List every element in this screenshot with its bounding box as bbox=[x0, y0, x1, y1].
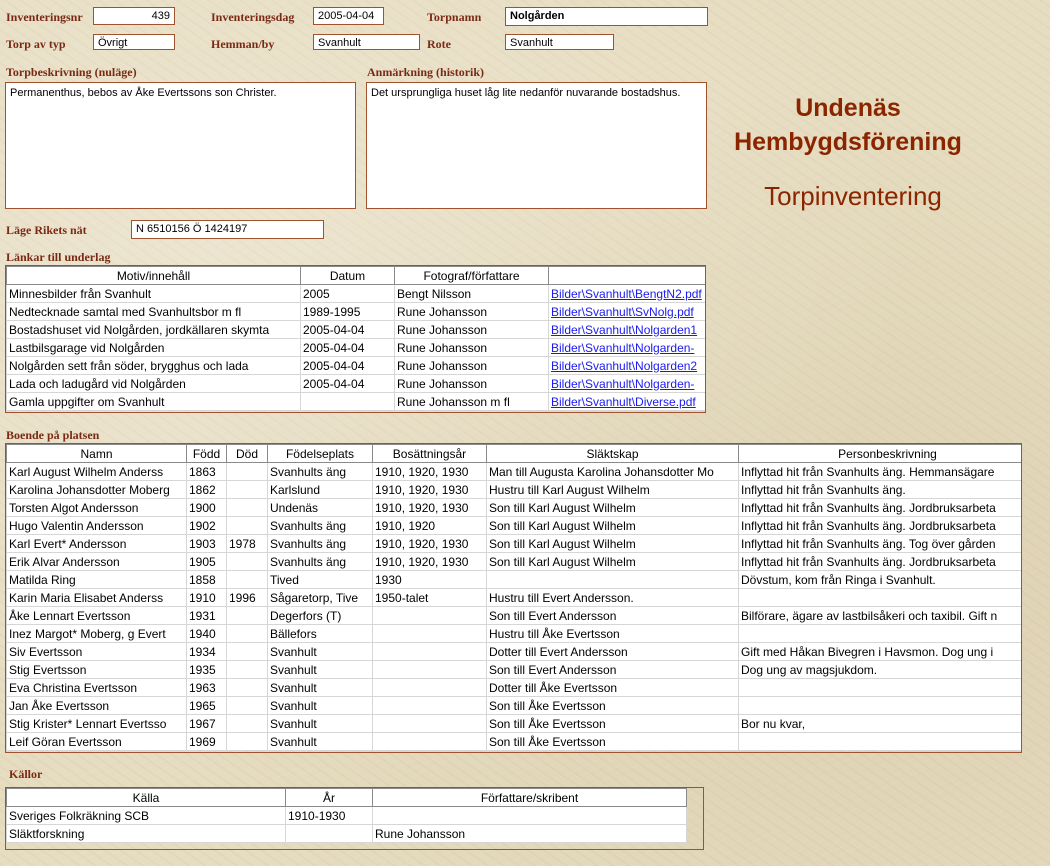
boende-cell[interactable]: Erik Alvar Andersson bbox=[7, 553, 187, 571]
lankar-cell[interactable]: Lastbilsgarage vid Nolgården bbox=[7, 339, 301, 357]
boende-row[interactable] bbox=[7, 571, 1023, 589]
boende-cell[interactable]: Son till Evert Andersson bbox=[487, 661, 739, 679]
boende-cell[interactable]: Stig Evertsson bbox=[7, 661, 187, 679]
lankar-cell[interactable]: Bostadshuset vid Nolgården, jordkällaren skymta bbox=[7, 321, 301, 339]
boende-cell[interactable]: 1963 bbox=[187, 679, 227, 697]
boende-cell[interactable]: Svanhults äng bbox=[268, 517, 373, 535]
boende-row[interactable] bbox=[7, 643, 1023, 661]
boende-row[interactable] bbox=[7, 679, 1023, 697]
boende-header-cell[interactable]: Död bbox=[227, 445, 268, 463]
boende-cell[interactable] bbox=[739, 625, 1023, 643]
boende-cell[interactable] bbox=[227, 517, 268, 535]
boende-cell[interactable]: Man till Augusta Karolina Johansdotter Mo bbox=[487, 463, 739, 481]
lankar-row[interactable] bbox=[7, 339, 707, 357]
boende-cell[interactable]: Svanhult bbox=[268, 661, 373, 679]
lankar-cell[interactable]: Rune Johansson m fl bbox=[395, 393, 549, 411]
boende-cell[interactable]: Svanhult bbox=[268, 733, 373, 751]
lankar-row[interactable] bbox=[7, 303, 707, 321]
torpbeskrivning-textarea[interactable]: Permanenthus, bebos av Åke Evertssons son Christer. bbox=[5, 82, 356, 209]
boende-cell[interactable]: Dog ung av magsjukdom. bbox=[739, 661, 1023, 679]
boende-cell[interactable]: Torsten Algot Andersson bbox=[7, 499, 187, 517]
boende-cell[interactable]: 1858 bbox=[187, 571, 227, 589]
boende-header-cell[interactable]: Släktskap bbox=[487, 445, 739, 463]
boende-cell[interactable] bbox=[227, 715, 268, 733]
boende-cell[interactable] bbox=[227, 571, 268, 589]
lankar-cell[interactable]: Rune Johansson bbox=[395, 357, 549, 375]
boende-cell[interactable]: 1905 bbox=[187, 553, 227, 571]
kallor-cell[interactable]: Rune Johansson bbox=[373, 825, 687, 843]
lankar-cell[interactable]: 2005-04-04 bbox=[301, 357, 395, 375]
lankar-cell[interactable] bbox=[549, 285, 707, 303]
boende-cell[interactable]: Dövstum, kom från Ringa i Svanhult. bbox=[739, 571, 1023, 589]
boende-cell[interactable]: 1940 bbox=[187, 625, 227, 643]
boende-cell[interactable]: Karl Evert* Andersson bbox=[7, 535, 187, 553]
boende-cell[interactable] bbox=[373, 733, 487, 751]
boende-row[interactable] bbox=[7, 517, 1023, 535]
kallor-label: Källor bbox=[9, 767, 43, 781]
document-link[interactable]: Bilder\Svanhult\SvNolg.pdf bbox=[551, 304, 694, 319]
lankar-cell[interactable]: 1989-1995 bbox=[301, 303, 395, 321]
boende-cell[interactable] bbox=[227, 553, 268, 571]
boende-cell[interactable]: Svanhult bbox=[268, 643, 373, 661]
boende-header-cell[interactable]: Födelseplats bbox=[268, 445, 373, 463]
boende-cell[interactable]: Gift med Håkan Bivegren i Havsmon. Dog ung i bbox=[739, 643, 1023, 661]
lankar-cell[interactable]: Nedtecknade samtal med Svanhultsbor m fl bbox=[7, 303, 301, 321]
boende-cell[interactable]: Stig Krister* Lennart Evertsso bbox=[7, 715, 187, 733]
document-link[interactable]: Bilder\Svanhult\Diverse.pdf bbox=[551, 394, 696, 409]
lankar-cell[interactable]: 2005-04-04 bbox=[301, 321, 395, 339]
lankar-cell[interactable]: 2005 bbox=[301, 285, 395, 303]
boende-cell[interactable]: 1910, 1920, 1930 bbox=[373, 463, 487, 481]
lankar-header-cell[interactable]: Fotograf/författare bbox=[395, 267, 549, 285]
boende-row[interactable] bbox=[7, 607, 1023, 625]
boende-cell[interactable] bbox=[227, 643, 268, 661]
boende-row[interactable] bbox=[7, 499, 1023, 517]
boende-header-cell[interactable]: Bosättningsår bbox=[373, 445, 487, 463]
torpnamn-field[interactable]: Nolgården bbox=[505, 7, 708, 26]
boende-cell[interactable] bbox=[227, 607, 268, 625]
kallor-cell[interactable]: Släktforskning bbox=[7, 825, 286, 843]
boende-row[interactable] bbox=[7, 589, 1023, 607]
boende-cell[interactable]: Svanhult bbox=[268, 679, 373, 697]
boende-cell[interactable]: Son till Åke Evertsson bbox=[487, 733, 739, 751]
boende-row[interactable] bbox=[7, 463, 1023, 481]
lankar-label: Länkar till underlag bbox=[6, 250, 111, 264]
boende-cell[interactable]: 1978 bbox=[227, 535, 268, 553]
org-title-line1: Undenäs bbox=[795, 94, 901, 122]
boende-cell[interactable] bbox=[739, 679, 1023, 697]
lankar-row[interactable] bbox=[7, 285, 707, 303]
lankar-row[interactable] bbox=[7, 393, 707, 411]
boende-cell[interactable] bbox=[373, 625, 487, 643]
lankar-cell[interactable]: Bengt Nilsson bbox=[395, 285, 549, 303]
boende-cell[interactable] bbox=[739, 697, 1023, 715]
boende-cell[interactable]: Inflyttad hit från Svanhults äng. Tog över gården bbox=[739, 535, 1023, 553]
lankar-row[interactable] bbox=[7, 321, 707, 339]
kallor-row[interactable] bbox=[7, 807, 687, 825]
boende-cell[interactable]: 1910, 1920, 1930 bbox=[373, 481, 487, 499]
boende-cell[interactable]: 1910 bbox=[187, 589, 227, 607]
boende-cell[interactable]: 1862 bbox=[187, 481, 227, 499]
boende-cell[interactable]: Svanhults äng bbox=[268, 553, 373, 571]
boende-cell[interactable]: Hustru till Karl August Wilhelm bbox=[487, 481, 739, 499]
boende-row[interactable] bbox=[7, 625, 1023, 643]
boende-cell[interactable] bbox=[227, 499, 268, 517]
boende-cell[interactable]: Dotter till Åke Evertsson bbox=[487, 679, 739, 697]
boende-cell[interactable]: 1950-talet bbox=[373, 589, 487, 607]
boende-cell[interactable]: Son till Åke Evertsson bbox=[487, 715, 739, 733]
lankar-cell[interactable]: Minnesbilder från Svanhult bbox=[7, 285, 301, 303]
kallor-cell[interactable] bbox=[373, 807, 687, 825]
page-subtitle: Torpinventering bbox=[764, 181, 942, 211]
boende-cell[interactable]: Hugo Valentin Andersson bbox=[7, 517, 187, 535]
rote-field[interactable]: Svanhult bbox=[505, 34, 614, 50]
torp-av-typ-label: Torp av typ bbox=[6, 37, 66, 51]
boende-row[interactable] bbox=[7, 481, 1023, 499]
boende-cell[interactable] bbox=[373, 697, 487, 715]
boende-cell[interactable]: Son till Evert Andersson bbox=[487, 607, 739, 625]
lankar-cell[interactable] bbox=[549, 303, 707, 321]
document-link[interactable]: Bilder\Svanhult\Nolgarden- bbox=[551, 376, 695, 391]
boende-cell[interactable]: 1930 bbox=[373, 571, 487, 589]
kallor-cell[interactable]: 1910-1930 bbox=[286, 807, 373, 825]
boende-cell[interactable]: Degerfors (T) bbox=[268, 607, 373, 625]
torpbeskrivning-label: Torpbeskrivning (nuläge) bbox=[6, 65, 137, 79]
document-link[interactable]: Bilder\Svanhult\BengtN2.pdf bbox=[551, 286, 702, 301]
lage-field[interactable]: N 6510156 Ö 1424197 bbox=[131, 220, 324, 239]
boende-cell[interactable]: Dotter till Evert Andersson bbox=[487, 643, 739, 661]
boende-cell[interactable]: Svanhults äng bbox=[268, 535, 373, 553]
document-link[interactable]: Bilder\Svanhult\Nolgarden2 bbox=[551, 358, 698, 373]
boende-cell[interactable]: 1965 bbox=[187, 697, 227, 715]
boende-cell[interactable]: 1931 bbox=[187, 607, 227, 625]
inventeringsnr-field[interactable]: 439 bbox=[93, 7, 175, 25]
boende-header-cell[interactable]: Namn bbox=[7, 445, 187, 463]
lankar-cell[interactable]: Lada och ladugård vid Nolgården bbox=[7, 375, 301, 393]
boende-cell[interactable] bbox=[227, 661, 268, 679]
boende-cell[interactable] bbox=[227, 481, 268, 499]
torp-av-typ-field[interactable]: Övrigt bbox=[93, 34, 175, 50]
boende-cell[interactable]: Bällefors bbox=[268, 625, 373, 643]
lankar-cell[interactable] bbox=[549, 339, 707, 357]
boende-cell[interactable]: Son till Karl August Wilhelm bbox=[487, 499, 739, 517]
boende-cell[interactable]: 1934 bbox=[187, 643, 227, 661]
kallor-cell[interactable]: Sveriges Folkräkning SCB bbox=[7, 807, 286, 825]
boende-cell[interactable]: Karin Maria Elisabet Anderss bbox=[7, 589, 187, 607]
boende-cell[interactable]: Bor nu kvar, bbox=[739, 715, 1023, 733]
lankar-cell[interactable] bbox=[549, 375, 707, 393]
boende-cell[interactable] bbox=[487, 571, 739, 589]
boende-cell[interactable]: Karolina Johansdotter Moberg bbox=[7, 481, 187, 499]
lankar-header-cell[interactable]: Motiv/innehåll bbox=[7, 267, 301, 285]
kallor-header-cell[interactable]: Källa bbox=[7, 789, 286, 807]
boende-cell[interactable]: 1900 bbox=[187, 499, 227, 517]
boende-cell[interactable]: Undenäs bbox=[268, 499, 373, 517]
lankar-cell[interactable] bbox=[549, 393, 707, 411]
boende-cell[interactable]: Sågaretorp, Tive bbox=[268, 589, 373, 607]
boende-grid[interactable] bbox=[5, 443, 1022, 753]
boende-cell[interactable]: Son till Karl August Wilhelm bbox=[487, 517, 739, 535]
boende-header-cell[interactable]: Född bbox=[187, 445, 227, 463]
boende-cell[interactable]: Matilda Ring bbox=[7, 571, 187, 589]
lankar-cell[interactable]: 2005-04-04 bbox=[301, 339, 395, 357]
boende-cell[interactable]: Hustru till Åke Evertsson bbox=[487, 625, 739, 643]
document-link[interactable]: Bilder\Svanhult\Nolgarden1 bbox=[551, 322, 698, 337]
boende-cell[interactable]: Siv Evertsson bbox=[7, 643, 187, 661]
boende-row[interactable] bbox=[7, 661, 1023, 679]
boende-cell[interactable]: 1863 bbox=[187, 463, 227, 481]
boende-cell[interactable]: 1969 bbox=[187, 733, 227, 751]
lage-label: Läge Rikets nät bbox=[6, 223, 87, 237]
boende-row[interactable] bbox=[7, 535, 1023, 553]
boende-row[interactable] bbox=[7, 733, 1023, 751]
boende-row[interactable] bbox=[7, 715, 1023, 733]
lankar-cell[interactable]: 2005-04-04 bbox=[301, 375, 395, 393]
lankar-header-cell[interactable]: Datum bbox=[301, 267, 395, 285]
boende-cell[interactable] bbox=[227, 463, 268, 481]
boende-cell[interactable]: Son till Åke Evertsson bbox=[487, 697, 739, 715]
boende-cell[interactable]: Leif Göran Evertsson bbox=[7, 733, 187, 751]
boende-cell[interactable]: Hustru till Evert Andersson. bbox=[487, 589, 739, 607]
boende-header-cell[interactable]: Personbeskrivning bbox=[739, 445, 1023, 463]
boende-label: Boende på platsen bbox=[6, 428, 100, 442]
lankar-cell[interactable] bbox=[549, 321, 707, 339]
boende-cell[interactable]: Karl August Wilhelm Anderss bbox=[7, 463, 187, 481]
torpnamn-label: Torpnamn bbox=[427, 10, 482, 24]
boende-cell[interactable]: Tived bbox=[268, 571, 373, 589]
boende-row[interactable] bbox=[7, 553, 1023, 571]
boende-cell[interactable] bbox=[227, 679, 268, 697]
inventeringsdag-field[interactable]: 2005-04-04 bbox=[313, 7, 384, 25]
boende-cell[interactable]: 1935 bbox=[187, 661, 227, 679]
boende-cell[interactable]: Åke Lennart Evertsson bbox=[7, 607, 187, 625]
boende-cell[interactable]: 1967 bbox=[187, 715, 227, 733]
boende-cell[interactable]: Son till Karl August Wilhelm bbox=[487, 535, 739, 553]
boende-cell[interactable] bbox=[739, 733, 1023, 751]
kallor-cell[interactable] bbox=[286, 825, 373, 843]
boende-cell[interactable]: Inflyttad hit från Svanhults äng. Jordbruksarbeta bbox=[739, 517, 1023, 535]
lankar-cell[interactable]: Rune Johansson bbox=[395, 375, 549, 393]
boende-cell[interactable]: Inflyttad hit från Svanhults äng. Jordbruksarbeta bbox=[739, 499, 1023, 517]
boende-cell[interactable]: 1996 bbox=[227, 589, 268, 607]
boende-cell[interactable]: Inflyttad hit från Svanhults äng. Jordbruksarbeta bbox=[739, 553, 1023, 571]
kallor-header-cell[interactable]: År bbox=[286, 789, 373, 807]
boende-cell[interactable]: Inez Margot* Moberg, g Evert bbox=[7, 625, 187, 643]
boende-cell[interactable] bbox=[373, 607, 487, 625]
lankar-cell[interactable] bbox=[549, 357, 707, 375]
boende-cell[interactable]: 1910, 1920 bbox=[373, 517, 487, 535]
org-title-line2: Hembygdsförening bbox=[734, 128, 962, 156]
inventeringsdag-label: Inventeringsdag bbox=[211, 10, 295, 24]
boende-row[interactable] bbox=[7, 697, 1023, 715]
boende-cell[interactable] bbox=[227, 697, 268, 715]
boende-cell[interactable] bbox=[227, 625, 268, 643]
boende-cell[interactable]: Svanhult bbox=[268, 697, 373, 715]
boende-cell[interactable] bbox=[373, 643, 487, 661]
boende-cell[interactable]: Karlslund bbox=[268, 481, 373, 499]
lankar-cell[interactable] bbox=[301, 393, 395, 411]
lankar-cell[interactable]: Rune Johansson bbox=[395, 321, 549, 339]
kallor-grid[interactable] bbox=[5, 787, 704, 850]
boende-cell[interactable] bbox=[739, 589, 1023, 607]
boende-cell[interactable] bbox=[227, 733, 268, 751]
lankar-header-cell[interactable] bbox=[549, 267, 707, 285]
lankar-cell[interactable]: Rune Johansson bbox=[395, 303, 549, 321]
hemman-field[interactable]: Svanhult bbox=[313, 34, 420, 50]
boende-cell[interactable] bbox=[373, 679, 487, 697]
boende-cell[interactable]: 1910, 1920, 1930 bbox=[373, 535, 487, 553]
lankar-row[interactable] bbox=[7, 357, 707, 375]
boende-cell[interactable]: Bilförare, ägare av lastbilsåkeri och taxibil. Gift n bbox=[739, 607, 1023, 625]
document-link[interactable]: Bilder\Svanhult\Nolgarden- bbox=[551, 340, 695, 355]
anmarkning-textarea[interactable]: Det ursprungliga huset låg lite nedanför nuvarande bostadshus. bbox=[366, 82, 707, 209]
boende-cell[interactable]: Jan Åke Evertsson bbox=[7, 697, 187, 715]
lankar-row[interactable] bbox=[7, 375, 707, 393]
boende-cell[interactable]: 1902 bbox=[187, 517, 227, 535]
inventeringsnr-label: Inventeringsnr bbox=[6, 10, 83, 24]
boende-cell[interactable]: 1910, 1920, 1930 bbox=[373, 553, 487, 571]
lankar-cell[interactable]: Rune Johansson bbox=[395, 339, 549, 357]
kallor-row[interactable] bbox=[7, 825, 687, 843]
lankar-cell[interactable]: Gamla uppgifter om Svanhult bbox=[7, 393, 301, 411]
anmarkning-label: Anmärkning (historik) bbox=[367, 65, 485, 79]
boende-cell[interactable]: Inflyttad hit från Svanhults äng. Hemmansägare bbox=[739, 463, 1023, 481]
boende-cell[interactable] bbox=[373, 661, 487, 679]
boende-cell[interactable]: Son till Karl August Wilhelm bbox=[487, 553, 739, 571]
kallor-header-cell[interactable]: Författare/skribent bbox=[373, 789, 687, 807]
boende-cell[interactable]: 1903 bbox=[187, 535, 227, 553]
boende-cell[interactable]: Eva Christina Evertsson bbox=[7, 679, 187, 697]
lankar-cell[interactable]: Nolgården sett från söder, brygghus och lada bbox=[7, 357, 301, 375]
boende-cell[interactable]: Inflyttad hit från Svanhults äng. bbox=[739, 481, 1023, 499]
hemman-label: Hemman/by bbox=[211, 37, 275, 51]
lankar-grid[interactable] bbox=[5, 265, 706, 413]
boende-cell[interactable]: 1910, 1920, 1930 bbox=[373, 499, 487, 517]
rote-label: Rote bbox=[427, 37, 451, 51]
boende-cell[interactable]: Svanhults äng bbox=[268, 463, 373, 481]
boende-cell[interactable] bbox=[373, 715, 487, 733]
boende-cell[interactable]: Svanhult bbox=[268, 715, 373, 733]
